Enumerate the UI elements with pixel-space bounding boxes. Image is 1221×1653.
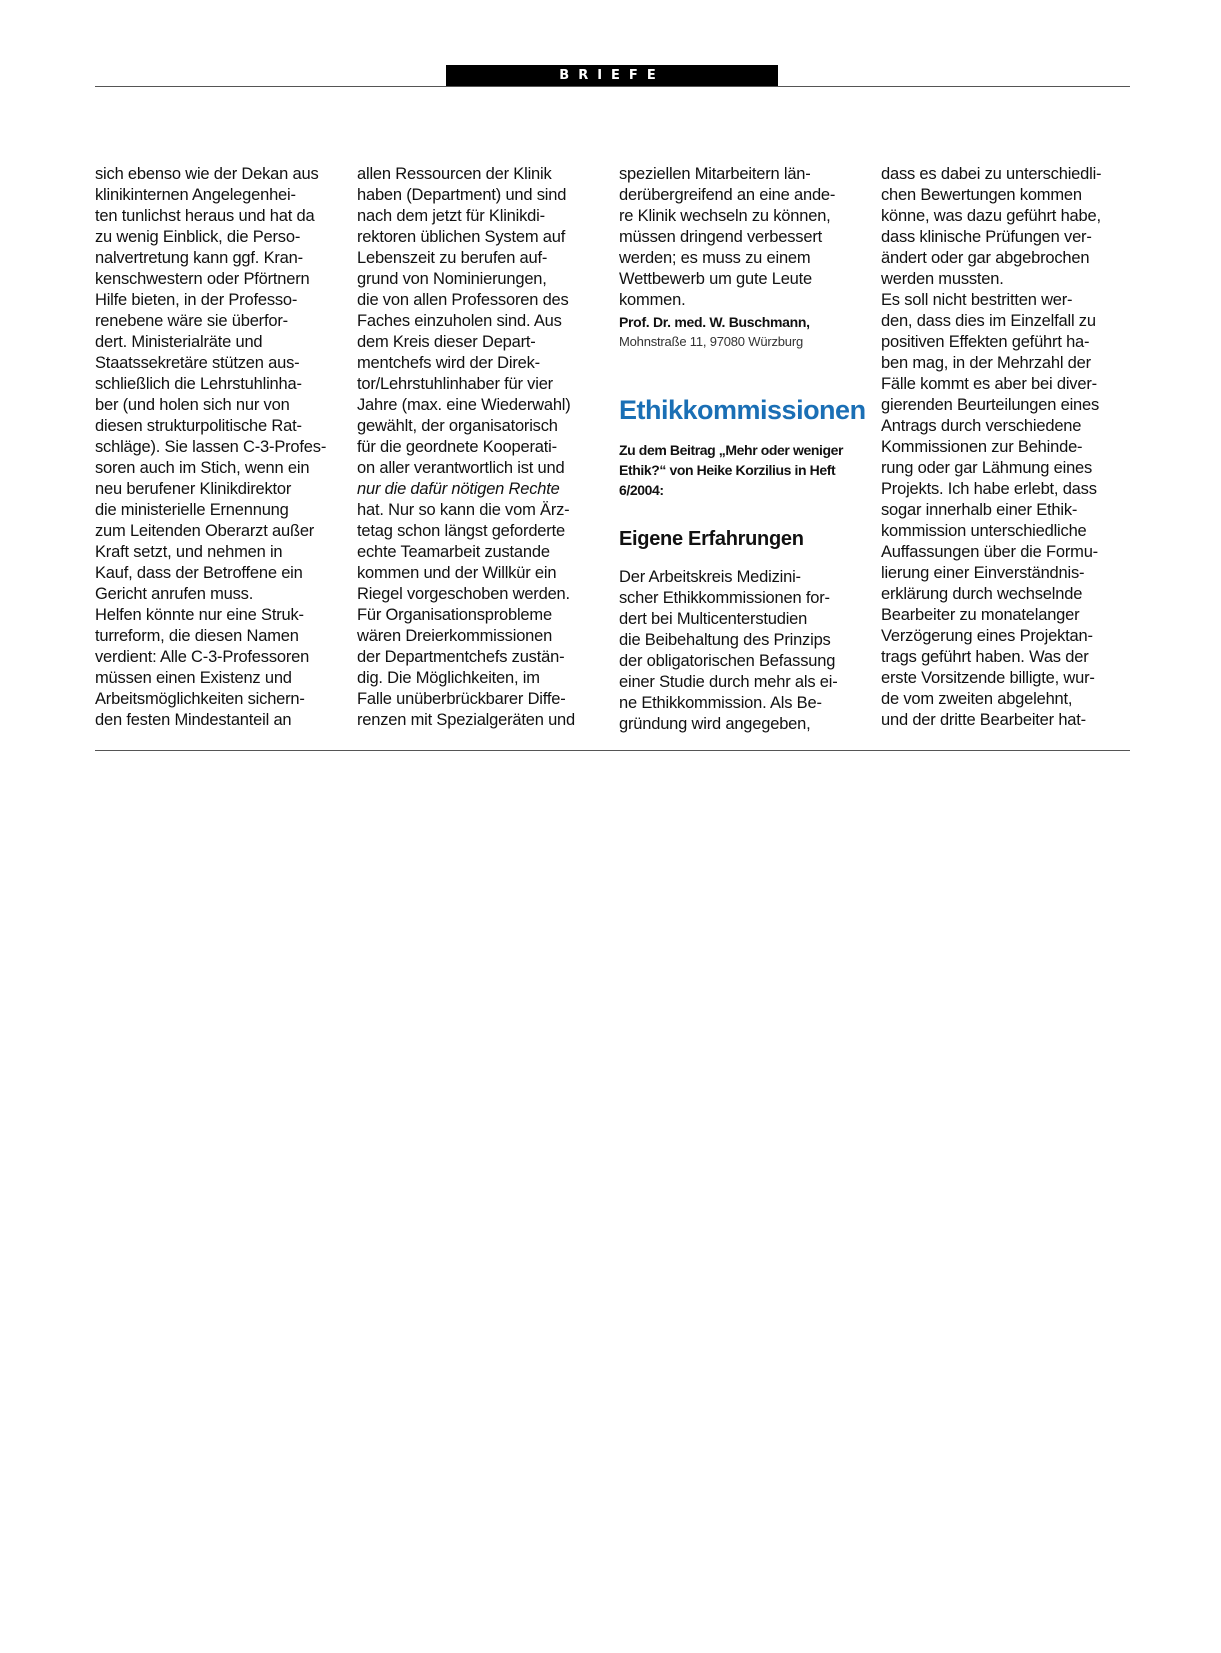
text-line: tetag schon längst geforderte — [357, 522, 565, 540]
text-line: Auffassungen über die Formu- — [881, 543, 1098, 561]
text-line: rektoren üblichen System auf — [357, 228, 566, 246]
text-line: allen Ressourcen der Klinik — [357, 165, 552, 183]
top-divider — [95, 86, 1130, 87]
text-line: rung oder gar Lähmung eines — [881, 459, 1093, 477]
text-line: ten tunlichst heraus und hat da — [95, 207, 315, 225]
text-line: on aller verantwortlich ist und — [357, 459, 565, 477]
text-line: für die geordnete Kooperati- — [357, 438, 557, 456]
text-line: soren auch im Stich, wenn ein — [95, 459, 310, 477]
text-line: dert. Ministerialräte und — [95, 333, 263, 351]
text-line: turreform, die diesen Namen — [95, 627, 299, 645]
text-line: speziellen Mitarbeitern län- — [619, 165, 811, 183]
text-line: Jahre (max. eine Wiederwahl) — [357, 396, 571, 414]
text-line: Für Organisationsprobleme — [357, 606, 552, 624]
text-line-italic: nur die dafür nötigen Rechte — [357, 480, 560, 498]
text-line: scher Ethikkommissionen for- — [619, 589, 830, 607]
text-line: müssen dringend verbessert — [619, 228, 822, 246]
text-line: und der dritte Bearbeiter hat- — [881, 711, 1086, 729]
text-line: dig. Die Möglichkeiten, im — [357, 669, 540, 687]
text-line: Es soll nicht bestritten wer- — [881, 291, 1073, 309]
text-line: renebene wäre sie überfor- — [95, 312, 288, 330]
text-line: re Klinik wechseln zu können, — [619, 207, 831, 225]
text-line: lierung einer Einverständnis- — [881, 564, 1085, 582]
text-line: Verzögerung eines Projektan- — [881, 627, 1093, 645]
text-line: sogar innerhalb einer Ethik- — [881, 501, 1078, 519]
text-line: Fälle kommt es aber bei diver- — [881, 375, 1097, 393]
text-line: Der Arbeitskreis Medizini- — [619, 568, 801, 586]
text-line: werden mussten. — [881, 270, 1004, 288]
text-line: erklärung durch wechselnde — [881, 585, 1083, 603]
text-line: der Departmentchefs zustän- — [357, 648, 565, 666]
section-title: Ethikkommissionen — [619, 395, 866, 425]
text-line: schließlich die Lehrstuhlinha- — [95, 375, 302, 393]
text-line: werden; es muss zu einem — [619, 249, 811, 267]
intro-line: Zu dem Beitrag „Mehr oder weniger — [619, 442, 844, 458]
text-line: schläge). Sie lassen C-3-Profes- — [95, 438, 327, 456]
text-line: positiven Effekten geführt ha- — [881, 333, 1090, 351]
text-line: gewählt, der organisatorisch — [357, 417, 558, 435]
text-line: echte Teamarbeit zustande — [357, 543, 550, 561]
text-line: dem Kreis dieser Depart- — [357, 333, 536, 351]
text-line: dass klinische Prüfungen ver- — [881, 228, 1092, 246]
text-line: Lebenszeit zu berufen auf- — [357, 249, 548, 267]
text-column-3 — [619, 164, 871, 735]
text-column-4 — [881, 164, 1133, 731]
text-line: Arbeitsmöglichkeiten sichern- — [95, 690, 305, 708]
text-column-1 — [95, 164, 347, 731]
text-line: nach dem jetzt für Klinikdi- — [357, 207, 545, 225]
intro-line: Ethik?“ von Heike Korzilius in Heft — [619, 462, 836, 478]
text-line: den festen Mindestanteil an — [95, 711, 292, 729]
intro-line: 6/2004: — [619, 482, 664, 498]
text-line: kommen und der Willkür ein — [357, 564, 557, 582]
text-line: Faches einzuholen sind. Aus — [357, 312, 562, 330]
text-line: ber (und holen sich nur von — [95, 396, 290, 414]
text-line: der obligatorischen Befassung — [619, 652, 836, 670]
text-line: kommen. — [619, 291, 686, 309]
text-line: haben (Department) und sind — [357, 186, 567, 204]
text-line: Kommissionen zur Behinde- — [881, 438, 1083, 456]
signature-address: Mohnstraße 11, 97080 Würzburg — [619, 334, 804, 349]
text-line: sich ebenso wie der Dekan aus — [95, 165, 319, 183]
text-line: hat. Nur so kann die vom Ärz- — [357, 501, 570, 519]
text-line: ben mag, in der Mehrzahl der — [881, 354, 1091, 372]
text-line: erste Vorsitzende billigte, wur- — [881, 669, 1095, 687]
text-line: könne, was dazu geführt habe, — [881, 207, 1101, 225]
text-line: Hilfe bieten, in der Professo- — [95, 291, 298, 309]
text-line: den, dass dies im Einzelfall zu — [881, 312, 1096, 330]
text-line: Wettbewerb um gute Leute — [619, 270, 813, 288]
text-line: grund von Nominierungen, — [357, 270, 547, 288]
text-line: derübergreifend an eine ande- — [619, 186, 836, 204]
text-line: Kraft setzt, und nehmen in — [95, 543, 283, 561]
text-line: dass es dabei zu unterschiedli- — [881, 165, 1102, 183]
text-line: tor/Lehrstuhlinhaber für vier — [357, 375, 553, 393]
text-line: klinikinternen Angelegenhei- — [95, 186, 296, 204]
text-line: de vom zweiten abgelehnt, — [881, 690, 1073, 708]
text-line: Projekts. Ich habe erlebt, dass — [881, 480, 1097, 498]
text-line: ne Ethikkommission. Als Be- — [619, 694, 822, 712]
text-line: trags geführt haben. Was der — [881, 648, 1089, 666]
text-line: Antrags durch verschiedene — [881, 417, 1082, 435]
text-column-2 — [357, 164, 609, 731]
text-line: chen Bewertungen kommen — [881, 186, 1082, 204]
section-header-label: BRIEFE — [446, 65, 778, 87]
text-line: diesen strukturpolitische Rat- — [95, 417, 302, 435]
text-line: kenschwestern oder Pförtnern — [95, 270, 310, 288]
text-line: die Beibehaltung des Prinzips — [619, 631, 831, 649]
text-line: Kauf, dass der Betroffene ein — [95, 564, 303, 582]
text-line: Falle unüberbrückbarer Diffe- — [357, 690, 566, 708]
text-line: renzen mit Spezialgeräten und — [357, 711, 576, 729]
text-line: Helfen könnte nur eine Struk- — [95, 606, 304, 624]
text-line: kommission unterschiedliche — [881, 522, 1087, 540]
text-line: die ministerielle Ernennung — [95, 501, 289, 519]
text-line: zu wenig Einblick, die Perso- — [95, 228, 301, 246]
text-line: müssen einen Existenz und — [95, 669, 292, 687]
signature-name: Prof. Dr. med. W. Buschmann, — [619, 314, 810, 330]
text-line: zum Leitenden Oberarzt außer — [95, 522, 315, 540]
bottom-divider — [95, 750, 1130, 751]
text-line: ändert oder gar abgebrochen — [881, 249, 1090, 267]
text-line: verdient: Alle C-3-Professoren — [95, 648, 310, 666]
text-line: gierenden Beurteilungen eines — [881, 396, 1100, 414]
text-line: mentchefs wird der Direk- — [357, 354, 540, 372]
text-line: einer Studie durch mehr als ei- — [619, 673, 838, 691]
text-line: Riegel vorgeschoben werden. — [357, 585, 570, 603]
text-line: Gericht anrufen muss. — [95, 585, 254, 603]
text-line: die von allen Professoren des — [357, 291, 569, 309]
text-line: wären Dreierkommissionen — [357, 627, 553, 645]
text-line: gründung wird angegeben, — [619, 715, 811, 733]
text-line: Staatssekretäre stützen aus- — [95, 354, 300, 372]
subheading: Eigene Erfahrungen — [619, 528, 804, 550]
text-line: neu berufener Klinikdirektor — [95, 480, 292, 498]
section-intro — [619, 440, 871, 500]
text-line: Bearbeiter zu monatelanger — [881, 606, 1080, 624]
text-line: nalvertretung kann ggf. Kran- — [95, 249, 303, 267]
text-line: dert bei Multicenterstudien — [619, 610, 808, 628]
